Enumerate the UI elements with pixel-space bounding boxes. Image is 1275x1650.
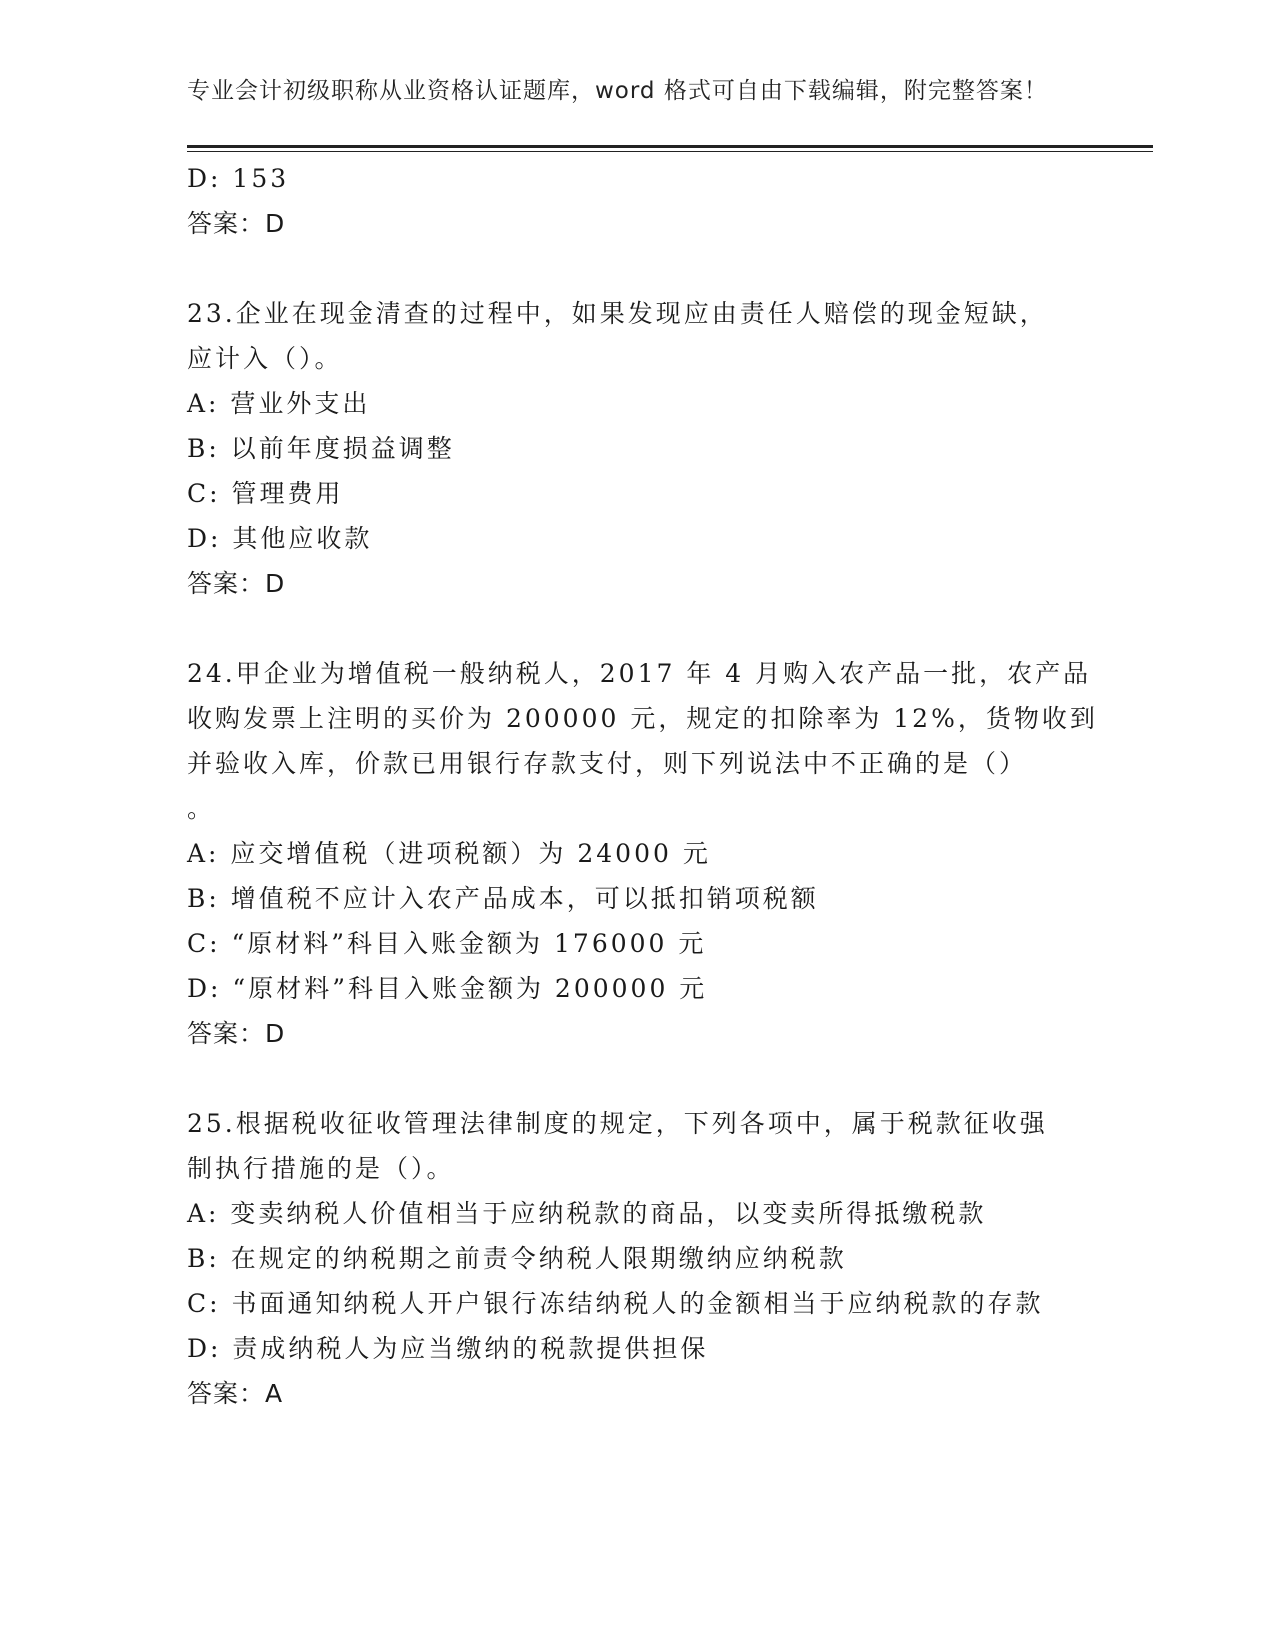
question-25	[187, 1101, 1087, 1416]
option-d: D: 责成纳税人为应当缴纳的税款提供担保	[187, 1334, 709, 1363]
question-stem: 并验收入库，价款已用银行存款支付，则下列说法中不正确的是（）	[187, 749, 1028, 778]
option-d: D: “原材料”科目入账金额为 200000 元	[187, 974, 708, 1003]
question-23	[187, 291, 1087, 606]
option-b: B: 增值税不应计入农产品成本，可以抵扣销项税额	[187, 884, 819, 913]
question-stem: 收购发票上注明的买价为 200000 元，规定的扣除率为 12%，货物收到	[187, 704, 1098, 733]
question-stem: 。	[187, 794, 216, 823]
page-header: 专业会计初级职称从业资格认证题库，word 格式可自由下载编辑，附完整答案！	[187, 78, 1048, 104]
option-a: A: 营业外支出	[187, 389, 371, 418]
option-c: C: 管理费用	[187, 479, 344, 508]
answer: 答案：A	[187, 1379, 284, 1408]
option-b: B: 在规定的纳税期之前责令纳税人限期缴纳应纳税款	[187, 1244, 847, 1273]
answer: 答案：D	[187, 209, 286, 238]
answer: 答案：D	[187, 1019, 286, 1048]
spacer	[187, 606, 1087, 651]
question-stem: 制执行措施的是（）。	[187, 1154, 455, 1183]
spacer	[187, 246, 1087, 291]
option-c: C: “原材料”科目入账金额为 176000 元	[187, 929, 707, 958]
option-d: D: 其他应收款	[187, 524, 373, 553]
document-body	[187, 156, 1098, 1416]
option-a: A: 应交增值税（进项税额）为 24000 元	[187, 839, 711, 868]
answer: 答案：D	[187, 569, 286, 598]
option-b: B: 以前年度损益调整	[187, 434, 455, 463]
spacer	[187, 1056, 1087, 1101]
option-a: A: 变卖纳税人价值相当于应纳税款的商品，以变卖所得抵缴税款	[187, 1199, 987, 1228]
option-c: C: 书面通知纳税人开户银行冻结纳税人的金额相当于应纳税款的存款	[187, 1289, 1044, 1318]
question-stem: 24.甲企业为增值税一般纳税人，2017 年 4 月购入农产品一批，农产品	[187, 659, 1092, 688]
option-d: D: 153	[187, 164, 290, 193]
header-divider-thick	[187, 145, 1153, 148]
question-stem: 23.企业在现金清查的过程中，如果发现应由责任人赔偿的现金短缺，	[187, 299, 1048, 328]
question-stem: 25.根据税收征收管理法律制度的规定，下列各项中，属于税款征收强	[187, 1109, 1048, 1138]
question-24	[187, 651, 1098, 1056]
question-stem: 应计入（）。	[187, 344, 343, 373]
header-divider-thin	[187, 151, 1153, 152]
